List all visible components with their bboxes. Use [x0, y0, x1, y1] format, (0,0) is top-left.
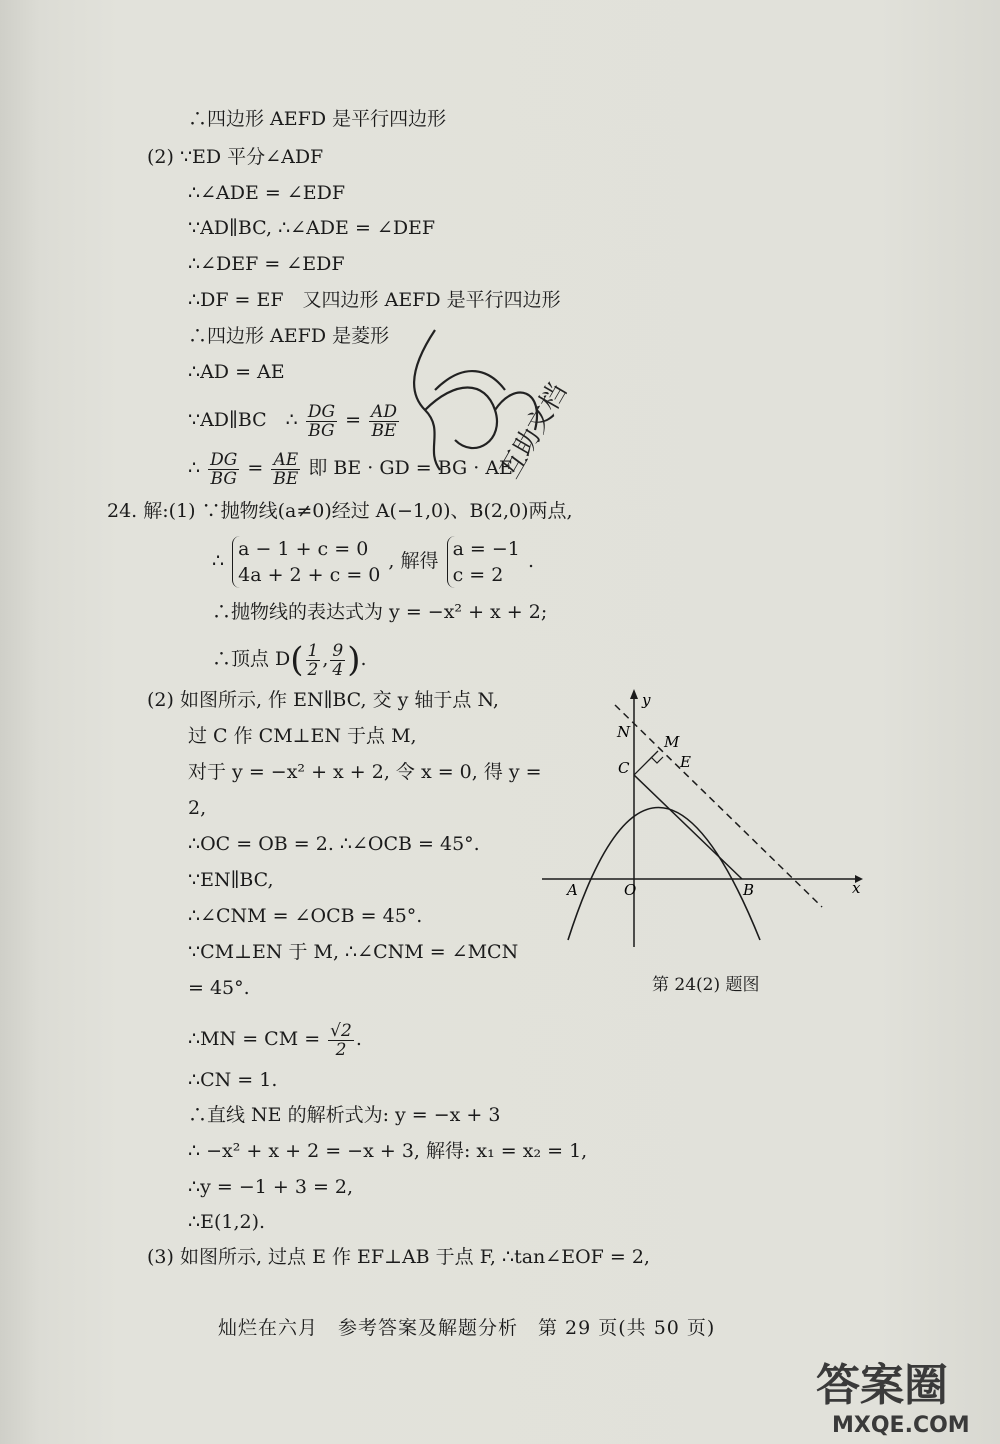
label-a: A	[567, 881, 578, 899]
segment-cm	[634, 751, 658, 775]
fraction-denominator: 4	[332, 659, 344, 680]
vertex-line: ∴顶点 D( $\frac{1}{2}$ , $\frac{9}{4}$ ).	[212, 640, 367, 680]
fraction	[330, 642, 345, 679]
fraction-denominator: 2	[307, 659, 319, 680]
watermark-title: 答案圈	[816, 1360, 948, 1411]
solution-line: (3) 如图所示, 过点 E 作 EF⊥AB 于点 F, ∴tan∠EOF = 2,	[147, 1246, 650, 1268]
mn-line	[188, 1017, 362, 1061]
fraction-numerator: 1	[307, 640, 319, 661]
label-e: E	[680, 753, 691, 771]
solution-line: ∴AD = AE	[188, 361, 285, 383]
equation: a − 1 + c = 0	[238, 538, 369, 560]
fraction-denominator: BE	[371, 420, 397, 441]
equation: 4a + 2 + c = 0	[238, 564, 381, 586]
paren: (	[290, 640, 304, 680]
therefore-sign: ∴	[212, 550, 225, 572]
solution-line: ∴∠ADE = ∠EDF	[188, 182, 346, 204]
label-y: y	[642, 691, 651, 709]
solution-line: ∴CN = 1.	[188, 1069, 278, 1091]
solution-line: = 45°.	[188, 977, 250, 999]
parabola-curve	[568, 808, 760, 941]
ratio-prefix: ∴	[188, 457, 201, 479]
question-header: 24. 解:(1) ∵抛物线(a≠0)经过 A(−1,0)、B(2,0)两点,	[107, 500, 573, 522]
fraction-numerator: 9	[332, 640, 344, 661]
solution-line: (2) ∵ED 平分∠ADF	[147, 146, 324, 168]
fraction-numerator: DG	[307, 401, 336, 422]
fraction	[328, 1022, 354, 1059]
watermark-logo	[810, 1350, 995, 1440]
fraction-numerator: AD	[371, 401, 397, 422]
solution-line: ∴DF = EF 又四边形 AEFD 是平行四边形	[188, 289, 561, 311]
solution-system	[447, 536, 520, 588]
solution-line: ∴E(1,2).	[188, 1211, 266, 1233]
solution-line: ∴OC = OB = 2. ∴∠OCB = 45°.	[188, 833, 480, 855]
equation: a = −1	[452, 538, 520, 560]
handwritten-stamp	[395, 320, 595, 520]
fraction-numerator: DG	[210, 449, 238, 470]
label-m: M	[664, 733, 680, 751]
equation-system-line	[212, 533, 534, 589]
equation-system	[232, 536, 380, 588]
segment-bc	[634, 775, 742, 879]
solution-line: ∴四边形 AEFD 是菱形	[188, 325, 390, 347]
fraction	[271, 451, 300, 488]
fraction-denominator: BE	[273, 468, 299, 489]
fraction	[208, 451, 239, 488]
fraction-denominator: 2	[335, 1039, 347, 1060]
equals-sign: =	[247, 457, 264, 479]
solution-line: ∵EN∥BC,	[188, 869, 274, 891]
line-ne-dashed	[615, 705, 822, 907]
equation: c = 2	[452, 564, 504, 586]
fraction-denominator: BG	[308, 420, 335, 441]
solution-line: ∴抛物线的表达式为 y = −x² + x + 2;	[212, 601, 548, 623]
figure-caption: 第 24(2) 题图	[652, 975, 760, 995]
period: .	[360, 648, 367, 670]
solution-line: ∴直线 NE 的解析式为: y = −x + 3	[188, 1104, 501, 1126]
solution-line: ∵CM⊥EN 于 M, ∴∠CNM = ∠MCN	[188, 941, 519, 963]
solution-line: ∵AD∥BC, ∴∠ADE = ∠DEF	[188, 217, 436, 239]
watermark-url: MXQE.COM	[832, 1413, 970, 1438]
ratio-prefix: ∵AD∥BC ∴	[188, 409, 298, 431]
solution-line: 对于 y = −x² + x + 2, 令 x = 0, 得 y =	[188, 761, 542, 783]
solution-line: ∴∠CNM = ∠OCB = 45°.	[188, 905, 423, 927]
equals-sign: =	[345, 409, 361, 431]
fraction-numerator: AE	[271, 451, 300, 470]
solution-line: ∴四边形 AEFD 是平行四边形	[188, 108, 447, 130]
fraction	[306, 403, 337, 440]
fraction-denominator: BG	[210, 468, 237, 489]
vertex-prefix: ∴顶点 D	[212, 648, 291, 670]
mn-prefix: ∴MN = CM =	[188, 1028, 321, 1050]
parabola-figure	[530, 685, 870, 955]
label-n: N	[617, 723, 631, 741]
label-b: B	[743, 881, 755, 899]
stamp-text: 互助文档	[495, 378, 574, 484]
solution-line: ∴y = −1 + 3 = 2,	[188, 1176, 354, 1198]
ratio-suffix: 即 BE · GD = BG · AE	[308, 457, 513, 479]
y-axis-arrow	[630, 689, 638, 699]
solution-line: 过 C 作 CM⊥EN 于点 M,	[188, 725, 417, 747]
label-x: x	[852, 879, 861, 897]
fraction	[306, 642, 321, 679]
fraction-numerator: √2	[330, 1020, 352, 1041]
solution-line: ∴ −x² + x + 2 = −x + 3, 解得: x₁ = x₂ = 1,	[188, 1140, 588, 1162]
label-o: O	[624, 881, 637, 899]
label-c: C	[618, 759, 630, 777]
solve-text: , 解得	[388, 550, 439, 572]
period: .	[527, 550, 534, 572]
solution-line: ∴∠DEF = ∠EDF	[188, 253, 345, 275]
period: .	[355, 1028, 362, 1050]
page-footer: 灿烂在六月 参考答案及解题分析 第 29 页(共 50 页)	[218, 1317, 716, 1339]
solution-line: (2) 如图所示, 作 EN∥BC, 交 y 轴于点 N,	[147, 689, 499, 711]
ratio-line-1	[188, 398, 401, 442]
paren: )	[347, 640, 361, 680]
solution-line: 2,	[188, 797, 207, 819]
right-angle-mark	[651, 757, 663, 763]
